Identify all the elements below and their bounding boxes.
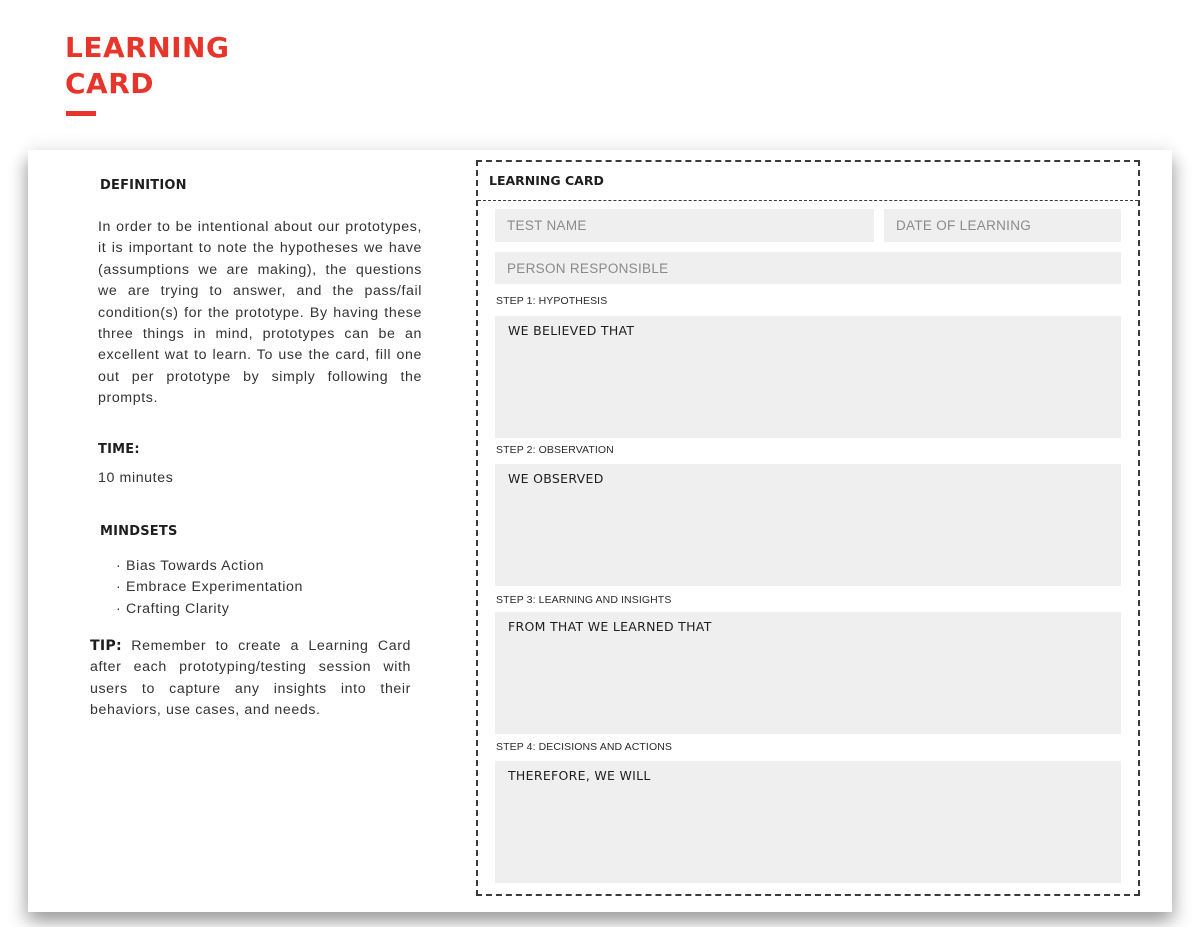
tip-paragraph: [90, 636, 411, 722]
bullet-icon: ·: [116, 579, 122, 596]
tip-label: TIP:: [90, 638, 122, 654]
step-4-prompt: THEREFORE, WE WILL: [508, 768, 651, 783]
list-item: [116, 599, 303, 620]
step-3-prompt: FROM THAT WE LEARNED THAT: [508, 619, 712, 634]
list-item: [116, 577, 303, 598]
date-of-learning-field[interactable]: DATE OF LEARNING: [884, 209, 1121, 242]
learning-card-header: [478, 162, 1138, 201]
card-sheet: [28, 150, 1172, 912]
title-underline: [66, 111, 96, 116]
tip-text: Remember to create a Learning Card after each prototyping/testing session with users to capture any insights into their behaviors, use cases, and needs.: [90, 638, 412, 719]
step-2-observation-box[interactable]: [495, 464, 1121, 586]
time-heading: TIME:: [98, 442, 140, 457]
mindsets-list: [116, 556, 303, 620]
step-4-decisions-box[interactable]: [495, 761, 1121, 883]
step-3-learning-box[interactable]: [495, 612, 1121, 734]
step-2-label: STEP 2: OBSERVATION: [496, 444, 614, 456]
bullet-icon: ·: [116, 558, 122, 574]
step-4-label: STEP 4: DECISIONS AND ACTIONS: [496, 741, 673, 753]
page-title: [65, 30, 229, 102]
learning-card-panel: [476, 160, 1140, 896]
page-title-line-2: CARD: [65, 67, 155, 100]
time-value: 10 minutes: [98, 470, 174, 486]
definition-heading: DEFINITION: [100, 178, 187, 193]
list-item: [116, 556, 303, 577]
step-3-label: STEP 3: LEARNING AND INSIGHTS: [496, 594, 672, 606]
step-1-prompt: WE BELIEVED THAT: [508, 323, 635, 338]
mindset-label: Bias Towards Action: [126, 558, 265, 574]
mindset-label: Embrace Experimentation: [126, 579, 304, 596]
mindset-label: Crafting Clarity: [126, 600, 230, 617]
step-1-label: STEP 1: HYPOTHESIS: [496, 295, 608, 307]
page-title-line-1: LEARNING: [65, 31, 230, 64]
test-name-field[interactable]: TEST NAME: [495, 209, 874, 242]
step-1-hypothesis-box[interactable]: [495, 316, 1121, 438]
step-2-prompt: WE OBSERVED: [508, 471, 604, 486]
person-responsible-field[interactable]: PERSON RESPONSIBLE: [495, 252, 1121, 284]
definition-text: In order to be intentional about our prototypes, it is important to note the hypotheses we have (assumptions we are making), the questions we are trying to answer, and the pass/fail condition(s) for the prototype. By having these three things in mind, prototypes can be an excellent wat to learn. To use the card, fill one out per prototype by simply following the prompts.: [98, 219, 422, 407]
bullet-icon: ·: [116, 600, 122, 617]
learning-card-title: LEARNING CARD: [489, 173, 604, 188]
mindsets-heading: MINDSETS: [100, 524, 178, 539]
